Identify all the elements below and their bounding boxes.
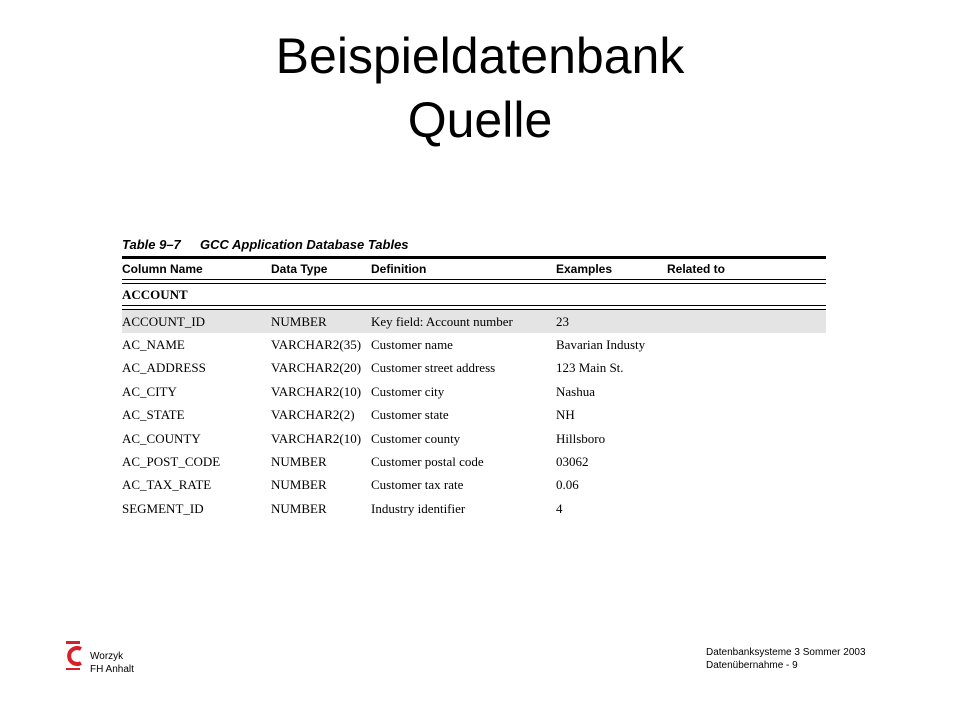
slide-title: [0, 24, 960, 152]
table-row: [122, 474, 826, 497]
table-row: [122, 357, 826, 380]
footer-author: Worzyk: [90, 651, 124, 662]
slide-title-line-2: Quelle: [407, 92, 553, 148]
cell-example: 4: [556, 500, 563, 516]
cell-definition: Customer city: [371, 383, 445, 399]
cell-column-name: AC_TAX_RATE: [122, 477, 212, 493]
table-row: [122, 333, 826, 356]
footer-left: [64, 638, 134, 676]
cell-definition: Customer postal code: [371, 454, 484, 470]
cell-definition: Customer county: [371, 430, 461, 446]
fh-anhalt-logo-icon: [64, 638, 84, 674]
cell-data-type: VARCHAR2(2): [271, 407, 355, 423]
cell-data-type: NUMBER: [271, 477, 327, 493]
cell-column-name: AC_CITY: [122, 383, 177, 399]
cell-column-name: AC_STATE: [122, 407, 185, 423]
footer-course: Datenbanksysteme 3 Sommer 2003: [706, 647, 866, 658]
footer-right: [706, 646, 866, 672]
cell-definition: Customer street address: [371, 360, 496, 376]
cell-example: Nashua: [556, 383, 595, 399]
footer-author-block: [90, 650, 134, 676]
cell-definition: Industry identifier: [371, 500, 466, 516]
section-label: ACCOUNT: [122, 286, 188, 302]
table-row: [122, 427, 826, 450]
cell-data-type: NUMBER: [271, 313, 327, 329]
cell-definition: Customer tax rate: [371, 477, 464, 493]
cell-example: Hillsboro: [556, 430, 606, 446]
table-row: [122, 380, 826, 403]
header-column-name: Column Name: [122, 262, 203, 276]
cell-definition: Key field: Account number: [371, 313, 513, 329]
table-caption-text: GCC Application Database Tables: [200, 237, 409, 252]
cell-column-name: ACCOUNT_ID: [122, 313, 206, 329]
footer-page: Datenübernahme - 9: [706, 660, 798, 671]
cell-column-name: AC_COUNTY: [122, 430, 201, 446]
cell-example: 03062: [556, 454, 589, 470]
cell-data-type: NUMBER: [271, 454, 327, 470]
cell-column-name: AC_POST_CODE: [122, 454, 221, 470]
cell-data-type: VARCHAR2(20): [271, 360, 362, 376]
table-section-row: [122, 284, 826, 305]
cell-definition: Customer name: [371, 337, 453, 353]
table-row: [122, 497, 826, 520]
cell-example: NH: [556, 407, 575, 423]
cell-example: 23: [556, 313, 569, 329]
cell-example: Bavarian Industy: [556, 337, 646, 353]
cell-example: 0.06: [556, 477, 579, 493]
table-header-row: [122, 259, 826, 279]
cell-column-name: AC_NAME: [122, 337, 185, 353]
database-table: [122, 234, 826, 521]
header-data-type: Data Type: [271, 262, 328, 276]
table-caption-number: Table 9–7: [122, 237, 181, 252]
cell-data-type: VARCHAR2(10): [271, 430, 362, 446]
header-examples: Examples: [556, 262, 613, 276]
cell-example: 123 Main St.: [556, 360, 624, 376]
cell-definition: Customer state: [371, 407, 449, 423]
cell-column-name: SEGMENT_ID: [122, 500, 204, 516]
cell-data-type: VARCHAR2(10): [271, 383, 362, 399]
header-definition: Definition: [371, 262, 427, 276]
footer-institution: FH Anhalt: [90, 664, 134, 675]
cell-column-name: AC_ADDRESS: [122, 360, 206, 376]
slide-title-line-1: Beispieldatenbank: [275, 28, 685, 84]
table-row: [122, 404, 826, 427]
table-caption: [122, 234, 826, 256]
table-row: [122, 450, 826, 473]
cell-data-type: NUMBER: [271, 500, 327, 516]
header-related-to: Related to: [667, 262, 726, 276]
table-row: [122, 310, 826, 333]
cell-data-type: VARCHAR2(35): [271, 337, 362, 353]
